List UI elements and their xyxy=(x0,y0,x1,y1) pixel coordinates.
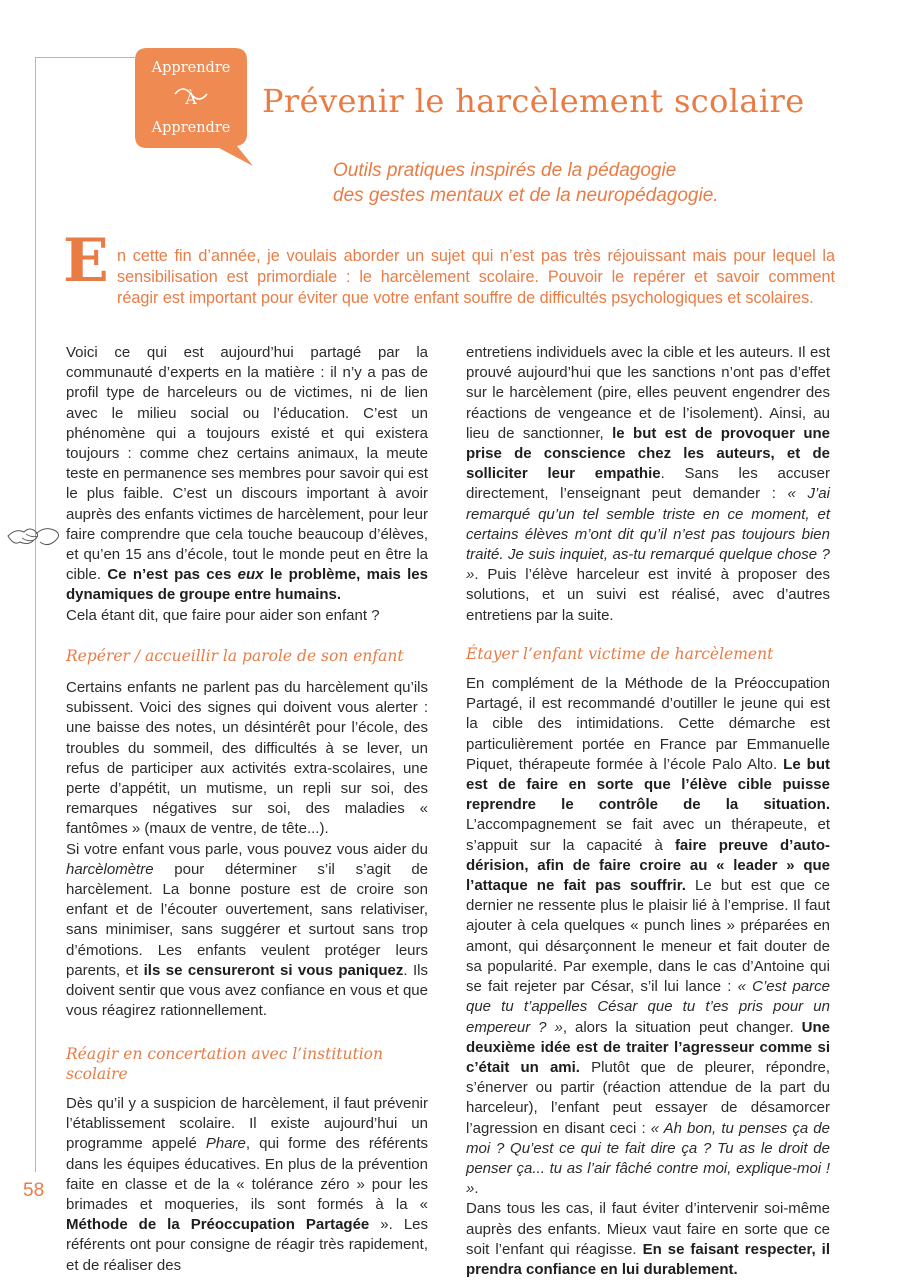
logo-line2: À xyxy=(185,89,197,108)
left-paragraph-2: Cela étant dit, que faire pour aider son enfant ? xyxy=(66,606,380,624)
subtitle-line2: des gestes mentaux et de la neuropédagogie. xyxy=(333,185,719,206)
logo-line1: Apprendre xyxy=(151,60,231,76)
intro-line2: sensibilisation est primordiale : le harcèlement scolaire. Pouvoir le repérer et savoir comment xyxy=(117,268,835,286)
right-paragraph-1: entretiens individuels avec la cible et les auteurs. Il est prouvé aujourd’hui que les sanctions n’ont pas d’effet sur le harcèlement (pire, elles peuvent engendrer des réactions de vengeance et de l’isolement). Ainsi, au lieu de sanctionner, le but est de provoquer une prise de conscience chez les auteurs, et de solliciter leur empathie. Sans les accuser directement, l’enseignant peut demander : « J’ai remarqué qu’un tel semble triste en ce moment, et certains élèves m’ont dit qu’il n’est pas toujours bien traité. Je suis inquiet, as-tu remarqué quelque chose ? ». Puis l’élève harceleur est invité à proposer des solutions, et un suivi est réalisé, avec d’autres entretiens par la suite. xyxy=(466,344,830,624)
heading-etayer: Étayer l’enfant victime de harcèlement xyxy=(466,644,774,663)
apprendre-logo xyxy=(133,46,255,170)
right-paragraph-2: En complément de la Méthode de la Préoccupation Partagé, il est recommandé d’outiller le jeune qui est la cible des intimidations. Cette démarche est particulièrement portée en France par Emmanuelle Piquet, thérapeute formée à l’école Palo Alto. Le but est de faire en sorte que l’élève cible puisse reprendre le contrôle de la situation. L’accompagnement se fait avec un thérapeute, et s’appuit sur la capacité à faire preuve d’auto-dérision, afin de faire croire au « leader » que l’attaque ne fait pas souffrir. Le but est que ce dernier ne ressente plus le plaisir lié à l’emprise. Il faut ajouter à cela quelques « punch lines » préparées en amont, qui désarçonnent le meneur et fait douter de sa popularité. Par exemple, dans le cas d’Antoine qui se fait rejeter par César, s’il lui lance : « C’est parce que tu t’appelles César que tu t’es pris pour un empereur ? », alors la situation peut changer. Une deuxième idée est de traiter l’agresseur comme si c’était un ami. Plutôt que de pleurer, répondre, s’énerver ou partir (réaction attendue de la part du harceleur), l’enfant peut essayer de désamorcer l’agression en disant ceci : « Ah bon, tu penses ça de moi ? Qu’est ce qui te fait dire ça ? Tu as le droit de penser ça... tu as l’air fâché contre moi, explique-moi ! ». xyxy=(466,675,831,1198)
right-column xyxy=(466,343,830,1280)
left-paragraph-5: Dès qu’il y a suspicion de harcèlement, il faut prévenir l’établissement scolaire. Il existe aujourd’hui un programme appelé Phare, qui forme des référents dans les équipes éducatives. En plus de la prévention faite en classe et de la « tolérance zéro » pour les brimades et moqueries, ils sont formés à la « Méthode de la Préoccupation Partagée ». Les référents ont pour consigne de réagir très rapidement, et de réaliser des xyxy=(66,1094,429,1274)
logo-line3: Apprendre xyxy=(151,120,231,136)
subtitle-line1: Outils pratiques inspirés de la pédagogie xyxy=(333,160,677,181)
intro-line3: réagir est important pour éviter que votre enfant souffre de difficultés psychologiques et scolaires. xyxy=(117,289,814,307)
page-title: Prévenir le harcèlement scolaire xyxy=(262,82,805,120)
left-paragraph-1: Voici ce qui est aujourd’hui partagé par la communauté d’experts en la matière : il n’y a pas de profil type de harceleurs ou de victimes, ni de lien avec le milieu social ou l’éducation. C’est un phénomène qui a toujours existé et qui existera toujours : comme chez certains animaux, la meute teste en permanence ses membres pour savoir qui est le plus faible. C’est un discours important à avoir auprès des enfants victimes de harcèlement, pour leur faire comprendre que cela touche beaucoup d’élèves, et qu’en 15 ans d’école, tout le monde peut en être la cible. Ce n’est pas ces eux le problème, mais les dynamiques de groupe entre humains. xyxy=(66,344,428,604)
left-column xyxy=(66,343,428,1276)
heading-reperer: Repérer / accueillir la parole de son enfant xyxy=(66,646,404,665)
left-paragraph-3: Certains enfants ne parlent pas du harcèlement qu’ils subissent. Voici des signes qui doivent vous alerter : une baisse des notes, un désintérêt pour l’école, des troubles du sommeil, des difficultés à se lever, un refus de participer aux activités extra-scolaires, une perte d’appétit, un mutisme, un repli sur soi, des remarques négatives sur soi, des maladies « fantômes » (maux de ventre, de tête...). xyxy=(66,679,428,838)
drop-cap: E xyxy=(63,226,109,296)
hands-icon xyxy=(6,520,64,554)
frame-top-line xyxy=(35,57,135,58)
intro-paragraph xyxy=(117,246,835,309)
page-subtitle xyxy=(333,158,719,208)
frame-left-line xyxy=(35,57,36,1172)
left-paragraph-4: Si votre enfant vous parle, vous pouvez vous aider du harcèlomètre pour déterminer s’il s’agit de harcèlement. La bonne posture est de croire son enfant et de l’écouter ouvertement, sans relativiser, sans minimiser, sans suggérer et surtout sans trop d’émotions. Les enfants veulent protéger leurs parents, et ils se censureront si vous paniquez. Ils doivent sentir que vous avez confiance en vous et que vous réagirez rationnellement. xyxy=(66,840,429,1020)
intro-line1: n cette fin d’année, je voulais aborder un sujet qui n’est pas très réjouissant mais pour lequel la xyxy=(117,247,835,265)
heading-reagir: Réagir en concertation avec l’institution scolaire xyxy=(66,1044,383,1083)
right-paragraph-3: Dans tous les cas, il faut éviter d’intervenir soi-même auprès des enfants. Mieux vaut faire en sorte que ce soit l’enfant qui réagisse. En se faisant respecter, il prendra confiance en lui durablement. xyxy=(466,1200,830,1278)
page-number: 58 xyxy=(23,1180,45,1201)
